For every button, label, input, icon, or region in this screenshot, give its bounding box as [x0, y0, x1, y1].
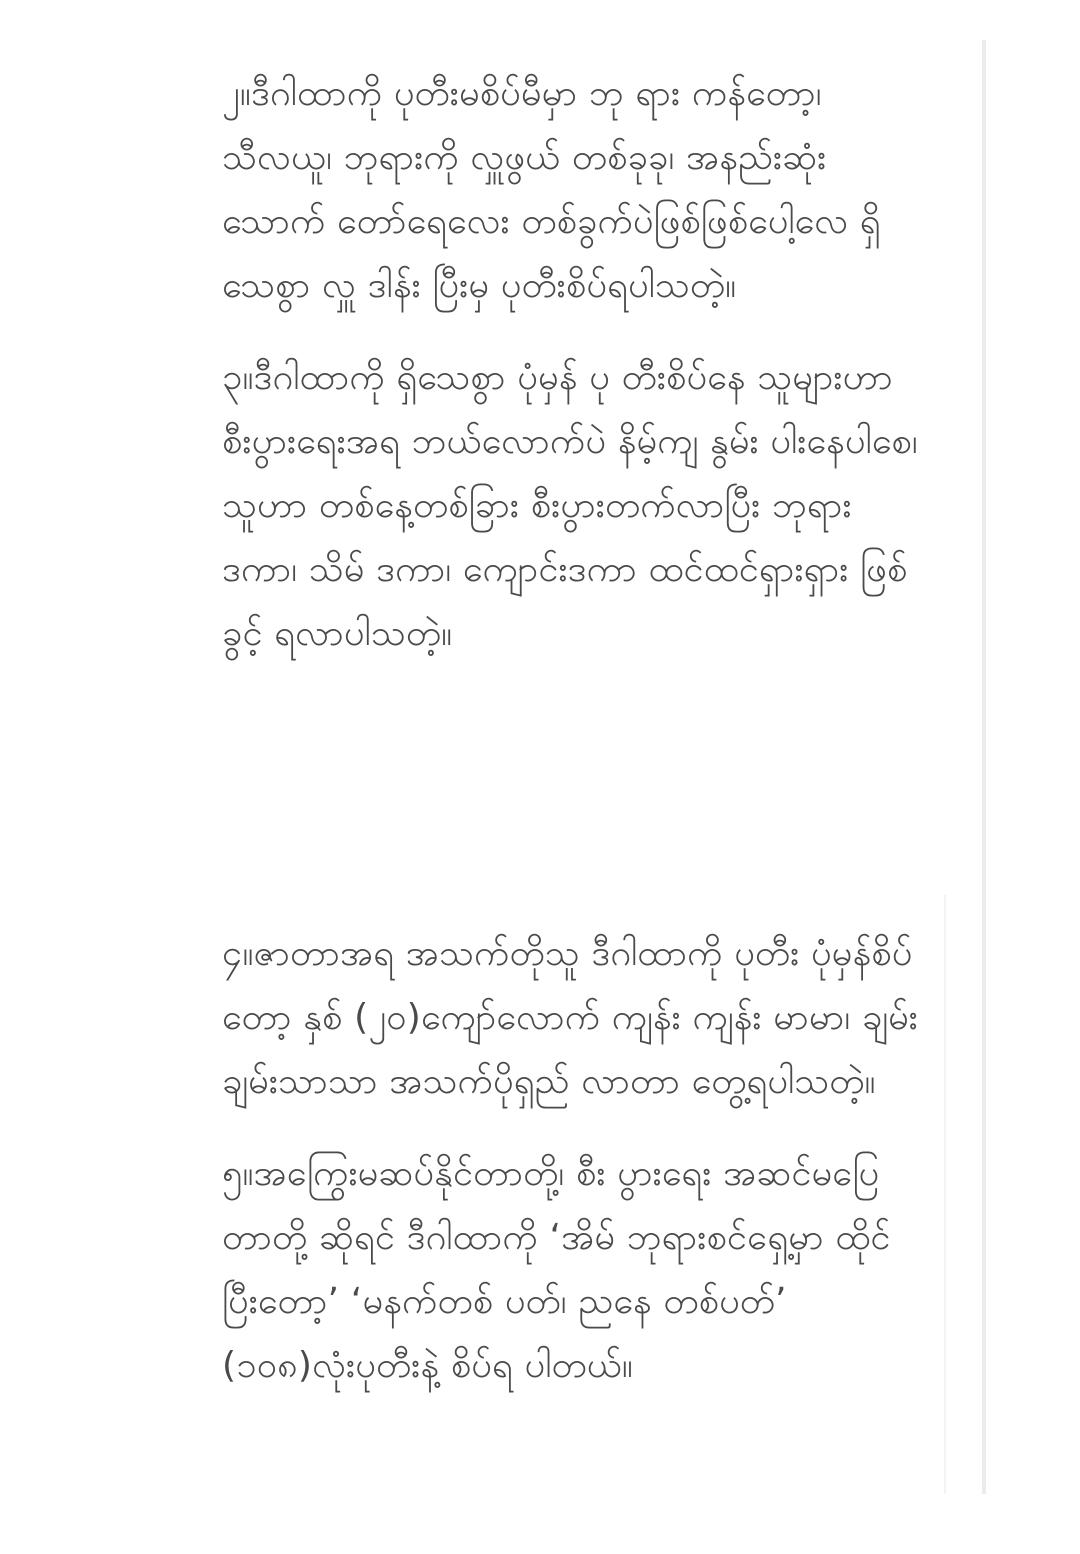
paragraph-item-3: ၃။ဒီဂါထာကို ရှိသေစွာ ပုံမှန် ပု တီးစိပ်နေ သူများဟာ စီးပွားရေးအရ ဘယ်လောက်ပဲ နိမ့်ကျ နွမ်း ပါးနေပါစေ၊ သူဟာ တစ်နေ့တစ်ခြား စီးပွားတက်လာပြီး ဘုရားဒကာ၊ သိမ် ဒကာ၊ ကျောင်းဒကာ ထင်ထင်ရှားရှား ဖြစ်ခွင့် ရလာပါသတဲ့။ [222, 357, 918, 654]
paragraph-item-5: ၅။အကြွေးမဆပ်နိုင်တာတို့၊ စီး ပွားရေး အဆင်မပြေတာတို့ ဆိုရင် ဒီဂါထာကို ‘အိမ် ဘုရားစင်ရှေ့မှာ ထိုင်ပြီးတော့’ ‘မနက်တစ် ပတ်၊ ညနေ တစ်ပတ်’ (၁၀၈)လုံးပုတီးနဲ့ စိပ်ရ ပါတယ်။ [222, 1153, 891, 1386]
page-edge-divider [982, 40, 986, 1494]
panel-edge-divider [944, 895, 946, 1494]
paragraph-item-2: ၂။ဒီဂါထာကို ပုတီးမစိပ်မီမှာ ဘု ရား ကန်တော့၊ သီလယူ၊ ဘုရားကို လှူဖွယ် တစ်ခုခု၊ အနည်းဆုံး သောက် တော်ရေလေး တစ်ခွက်ပဲဖြစ်ဖြစ်ပေါ့လေ ရှိသေစွာ လှူ ဒါန်း ပြီးမှ ပုတီးစိပ်ရပါသတဲ့။ [222, 73, 881, 306]
top-text-section [222, 62, 922, 694]
bottom-text-section [222, 922, 922, 1426]
paragraph-item-4: ၄။ဇာတာအရ အသက်တိုသူ ဒီဂါထာကို ပုတီး ပုံမှန်စိပ်တော့ နှစ် (၂၀)ကျော်လောက် ကျန်း ကျန်း မာမာ၊ ချမ်းချမ်းသာသာ အသက်ပိုရှည် လာတာ တွေ့ရပါသတဲ့။ [222, 933, 918, 1102]
